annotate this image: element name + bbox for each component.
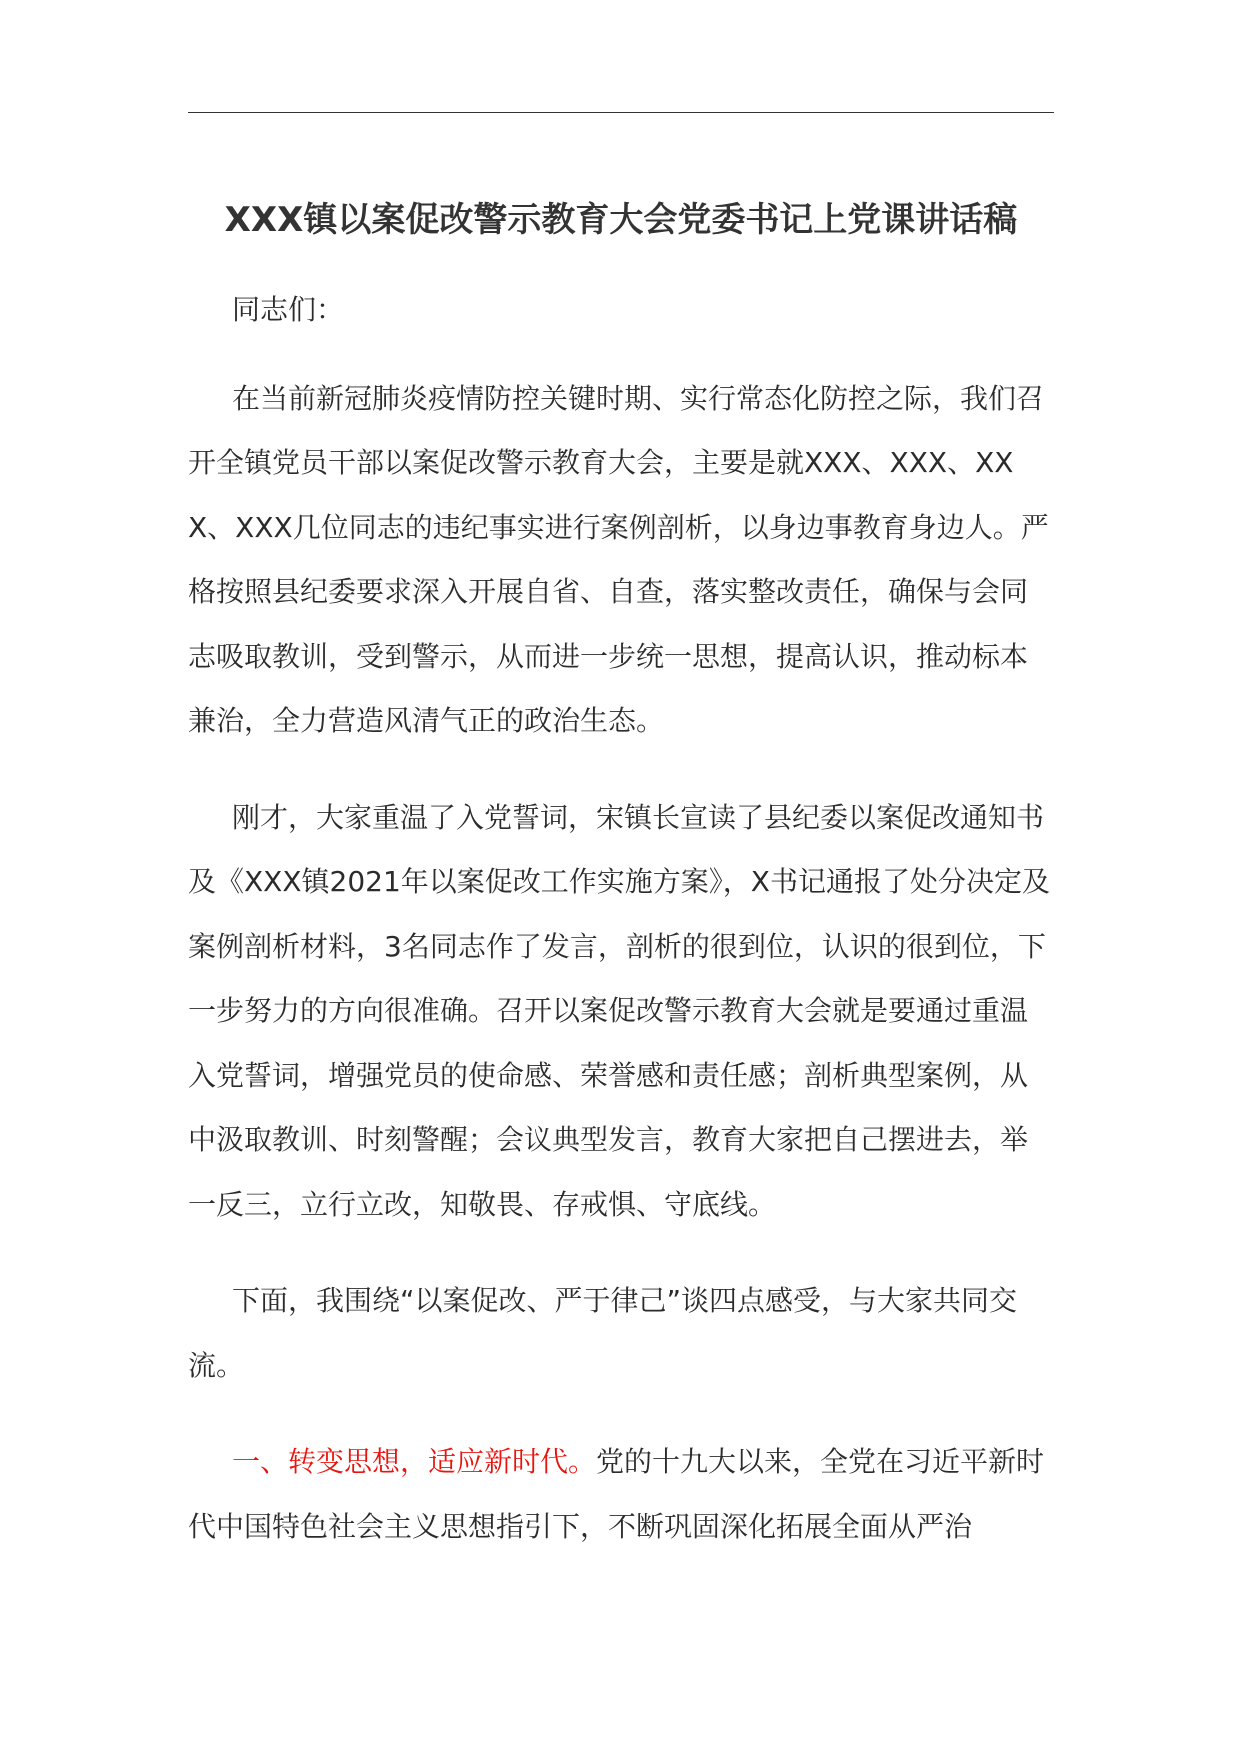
document-title: XXX镇以案促改警示教育大会党委书记上党课讲话稿 [224,200,1018,240]
section-one-paragraph [188,1430,1054,1559]
document-body [188,278,1054,1591]
paragraph-1: 在当前新冠肺炎疫情防控关键时期、实行常态化防控之际，我们召开全镇党员干部以案促改警示教育大会，主要是就XXX、XXX、XXX、XXX几位同志的违纪事实进行案例剖析，以身边事教育身边人。严格按照县纪委要求深入开展自省、自查，落实整改责任，确保与会同志吸取教训，受到警示，从而进一步统一思想，提高认识，推动标本兼治，全力营造风清气正的政治生态。 [188,381,1049,737]
header-rule [188,112,1054,113]
salutation: 同志们： [232,293,345,326]
paragraph-2: 刚才，大家重温了入党誓词，宋镇长宣读了县纪委以案促改通知书及《XXX镇2021年以案促改工作实施方案》，X书记通报了处分决定及案例剖析材料，3名同志作了发言，剖析的很到位，认识的很到位，下一步努力的方向很准确。召开以案促改警示教育大会就是要通过重温入党誓词，增强党员的使命感、荣誉感和责任感；剖析典型案例，从中汲取教训、时刻警醒；会议典型发言，教育大家把自己摆进去，举一反三，立行立改，知敬畏、存戒惧、守底线。 [188,800,1050,1221]
paragraph-3: 下面，我围绕“以案促改、严于律己”谈四点感受，与大家共同交流。 [188,1284,1018,1382]
section-one-text: 党的十九大以来，全党在习近平新时代中国特色社会主义思想指引下，不断巩固深化拓展全面从严治 [188,1445,1045,1543]
section-one-heading: 一、转变思想，适应新时代。 [232,1445,597,1478]
